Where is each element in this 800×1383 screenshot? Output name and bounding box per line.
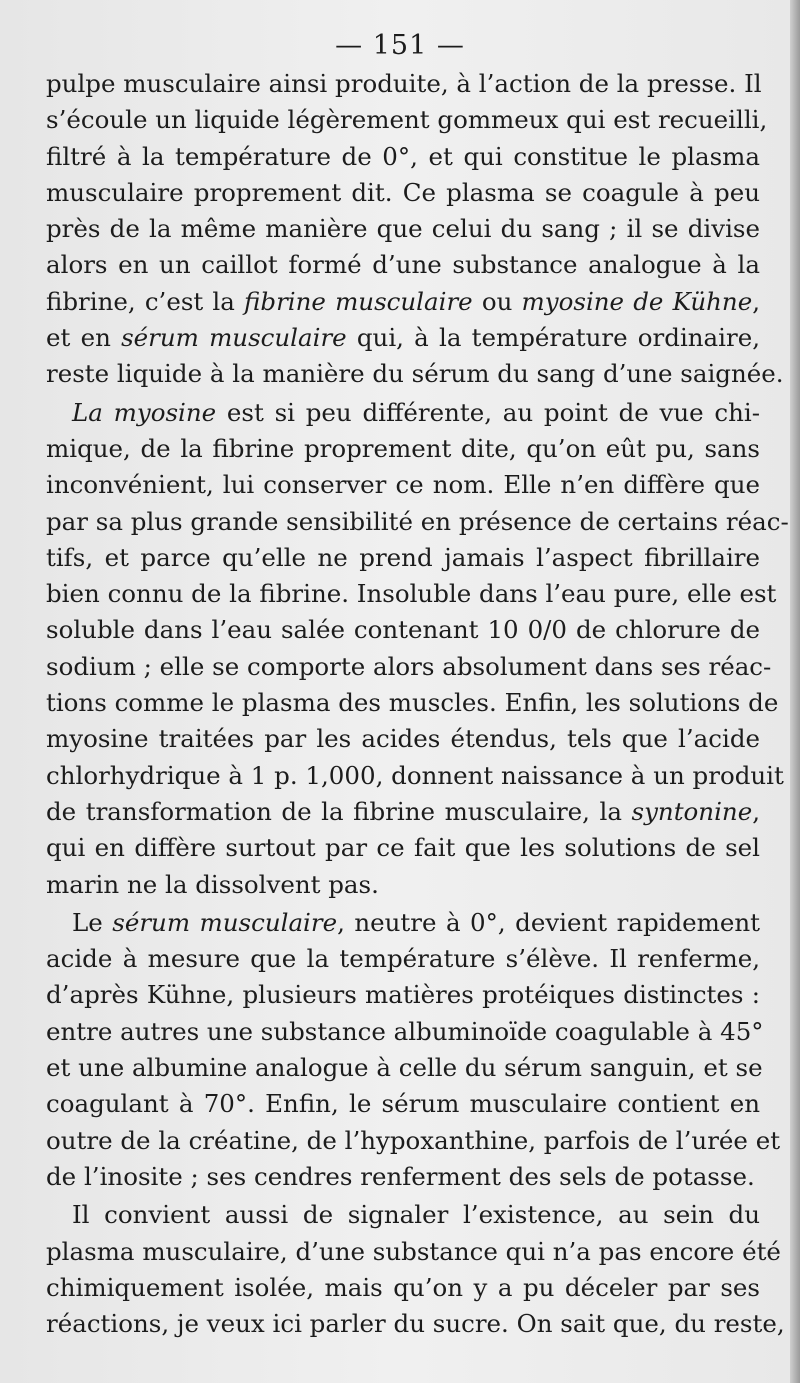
text-line [46,1234,781,1270]
text-line [46,1014,764,1050]
text-line [46,504,789,540]
body-text [46,66,789,1342]
text-run: Il convient aussi de signaler l’existence, au sein du [72,1200,760,1230]
text-run: coagulant à 70°. Enfin, le sérum musculaire contient en [46,1089,760,1119]
text-run: entre autres une substance albuminoïde coagulable à 45° [46,1016,764,1046]
text-run: tions comme le plasma des muscles. Enfin, les solutions de [46,688,779,718]
italic-term: La myosine [72,397,217,427]
text-line [46,576,777,612]
text-line [46,139,760,175]
text-line [46,1159,760,1195]
text-line [46,612,760,648]
text-line [46,356,784,392]
text-run: réactions, je veux ici parler du sucre. On sait que, du reste, [46,1309,785,1339]
text-line [46,685,779,721]
text-run: d’après Kühne, plusieurs matières protéiques distinctes : [46,980,760,1010]
text-run: tifs, et parce qu’elle ne prend jamais l’aspect fibrillaire [46,542,760,572]
text-run: , neutre à 0°, devient rapidement [337,907,760,937]
italic-term: syntonine [631,796,753,826]
text-run: fibrine, c’est la [46,286,245,316]
text-run: plasma musculaire, d’une substance qui n’a pas encore été [46,1236,781,1266]
text-run: mique, de la fibrine proprement dite, qu’on eût pu, sans [46,433,760,463]
text-run: qui, à la température ordinaire, [346,323,761,353]
paragraph [46,395,789,903]
text-run: inconvénient, lui conserver ce nom. Elle n’en diffère que [46,470,760,500]
text-line [46,941,760,977]
text-line [46,431,760,467]
text-run: chimiquement isolée, mais qu’on y a pu déceler par ses [46,1272,760,1302]
text-run: ou [472,286,522,316]
text-run: qui en diffère surtout par ce fait que les solutions de sel [46,833,760,863]
text-line [46,175,760,211]
text-line [46,758,784,794]
text-line [46,66,760,102]
text-run: alors en un caillot formé d’une substance analogue à la [46,250,760,280]
text-run: pulpe musculaire ainsi produite, à l’action de la presse. Il [46,69,762,98]
text-run: , [752,286,760,316]
text-run: , [752,796,760,826]
text-line [46,102,768,138]
italic-term: sérum musculaire [112,907,338,937]
text-line [46,247,760,283]
text-line [46,830,760,866]
text-run: soluble dans l’eau salée contenant 10 0/0 de chlorure de [46,615,760,645]
text-line [46,905,760,941]
text-line [46,867,760,903]
text-run: outre de la créatine, de l’hypoxanthine, parfois de l’urée et [46,1125,781,1155]
text-line [46,540,760,576]
paragraph [46,66,784,393]
text-line [46,467,760,503]
text-run: et en [46,323,122,353]
text-run: acide à mesure que la température s’élève. Il renferme, [46,944,760,974]
text-line [46,1197,760,1233]
text-line [46,1270,760,1306]
italic-term: myosine de Kühne [521,286,753,316]
italic-term: fibrine musculaire [244,286,473,316]
paragraph [46,1197,785,1342]
text-line [46,1086,760,1122]
text-run: est si peu différente, au point de vue chi- [216,397,760,427]
text-run: filtré à la température de 0°, et qui constitue le plasma [46,141,760,171]
text-run: par sa plus grande sensibilité en présence de certains réac- [46,506,789,536]
text-line [46,1050,763,1086]
text-run: près de la même manière que celui du sang ; il se divise [46,214,760,244]
text-line [46,721,760,757]
text-line [46,211,760,247]
text-run: marin ne la dissolvent pas. [46,869,379,899]
text-run: myosine traitées par les acides étendus, tels que l’acide [46,724,760,754]
text-run: de transformation de la fibrine musculaire, la [46,796,632,826]
text-run: Le [72,907,113,937]
text-run: et une albumine analogue à celle du sérum sanguin, et se [46,1053,763,1083]
text-run: de l’inosite ; ses cendres renferment des sels de potasse. [46,1161,755,1191]
text-line [46,794,760,830]
text-line [46,649,772,685]
text-run: s’écoule un liquide légèrement gommeux qui est recueilli, [46,105,768,135]
text-line [46,1123,781,1159]
text-run: reste liquide à la manière du sérum du sang d’une saignée. [46,359,784,389]
page-edge-shadow [790,0,800,1383]
text-run: sodium ; elle se comporte alors absolument dans ses réac- [46,651,772,681]
text-line [46,1306,785,1342]
text-line [46,977,760,1013]
text-line [46,395,760,431]
page-number: — 151 — [335,30,465,61]
text-run: chlorhydrique à 1 p. 1,000, donnent naissance à un produit [46,760,784,790]
text-line [46,284,760,320]
text-line [46,320,760,356]
text-run: bien connu de la fibrine. Insoluble dans l’eau pure, elle est [46,579,777,609]
paragraph [46,905,781,1195]
italic-term: sérum musculaire [121,323,347,353]
text-run: musculaire proprement dit. Ce plasma se coagule à peu [46,177,760,207]
